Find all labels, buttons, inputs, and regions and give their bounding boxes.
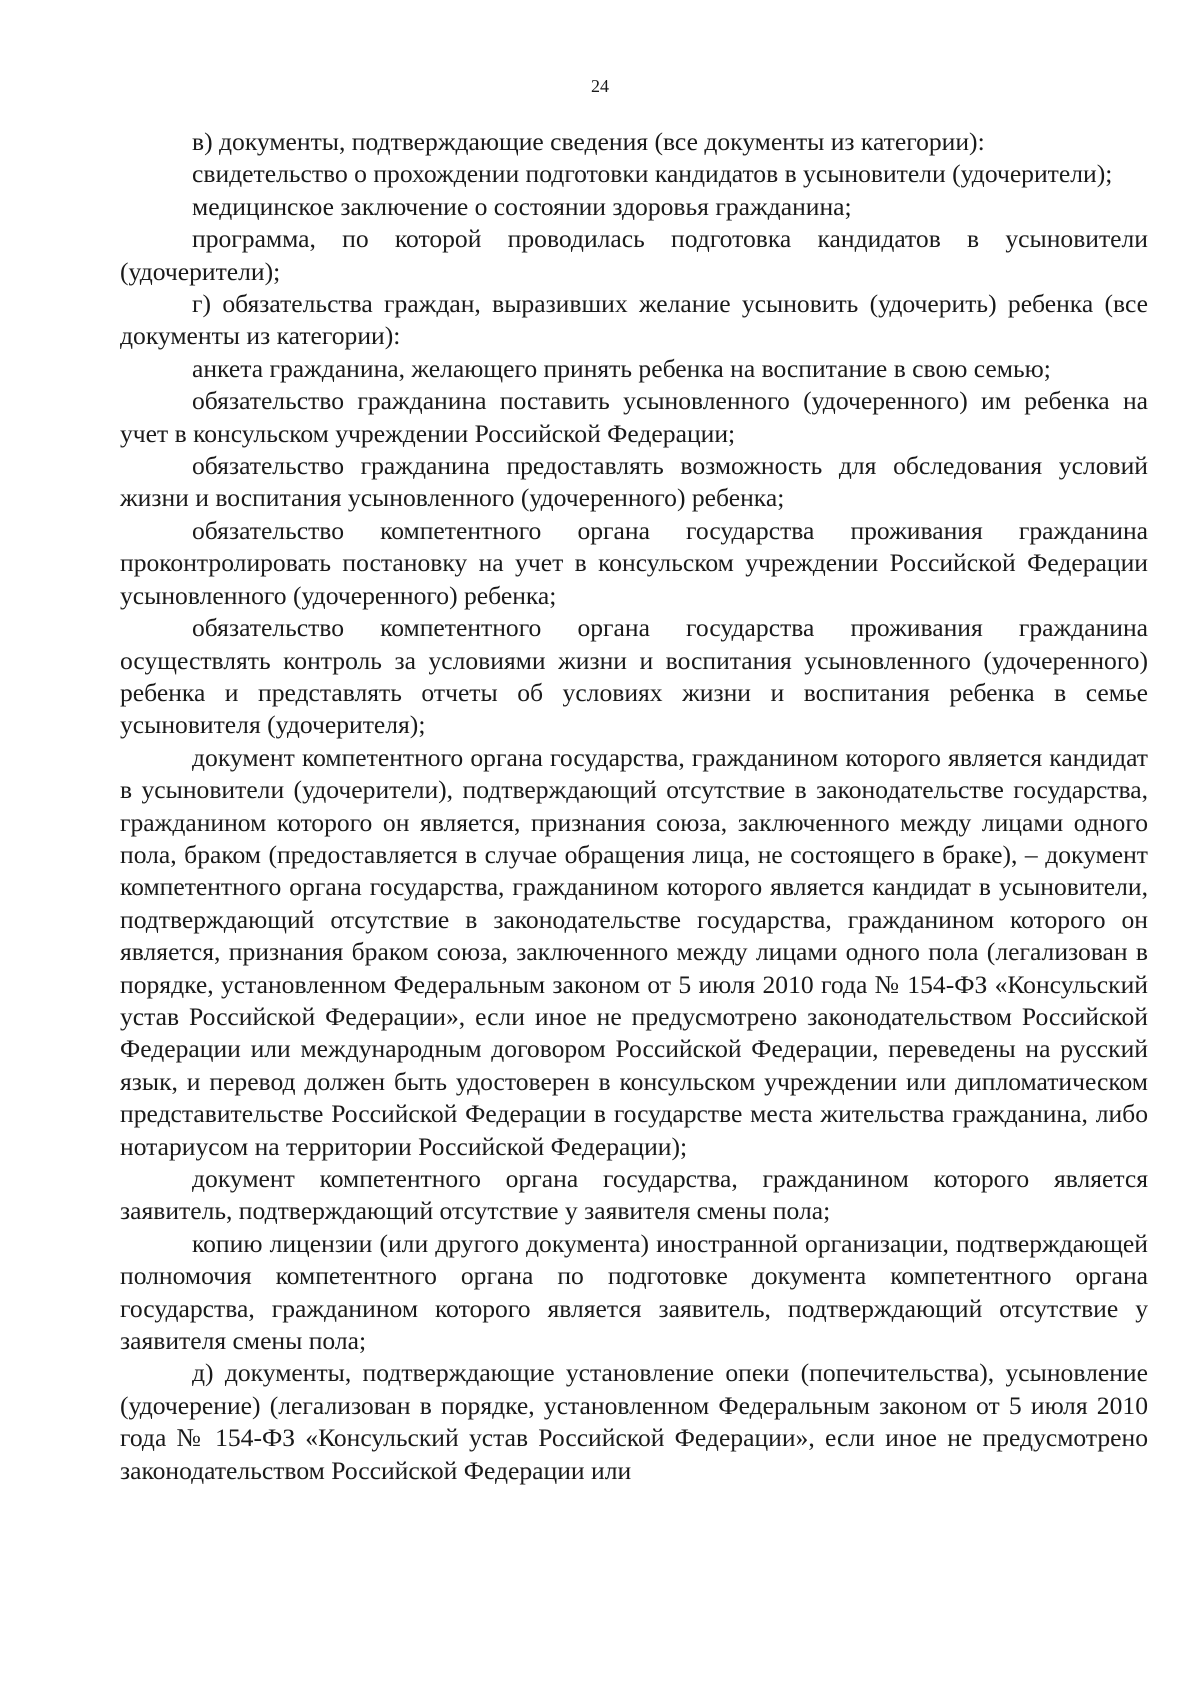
paragraph: г) обязательства граждан, выразивших желание усыновить (удочерить) ребенка (все документы из категории): [120,289,1148,351]
paragraph: программа, по которой проводилась подготовка кандидатов в усыновители (удочерители); [120,224,1148,286]
paragraph: свидетельство о прохождении подготовки кандидатов в усыновители (удочерители); [192,159,1113,189]
paragraph: медицинское заключение о состоянии здоровья гражданина; [192,191,852,221]
page-number: 24 [591,76,609,96]
document-body [120,126,1148,1487]
paragraph: документ компетентного органа государства, гражданином которого является кандидат в усыновители (удочерители), подтверждающий отсутствие в законодательстве государства, гражданином которого он является, признания союза, заключенного между лицами одного пола, браком (предоставляется в случае обращения лица, не состоящего в браке), – документ компетентного органа государства, гражданином которого является кандидат в усыновители, подтверждающий отсутствие в законодательстве государства, гражданином которого он является, признания браком союза, заключенного между лицами одного пола (легализован в порядке, установленном Федеральным законом от 5 июля 2010 года № 154-ФЗ «Консульский устав Российской Федерации», если иное не предусмотрено законодательством Российской Федерации или международным договором Российской Федерации, переведены на русский язык, и перевод должен быть удостоверен в консульском учреждении или дипломатическом представительстве Российской Федерации в государстве места жительства гражданина, либо нотариусом на территории Российской Федерации); [120,742,1148,1161]
paragraph: документ компетентного органа государства, гражданином которого является заявитель, подтверждающий отсутствие у заявителя смены пола; [120,1164,1148,1226]
paragraph: обязательство гражданина поставить усыновленного (удочеренного) им ребенка на учет в консульском учреждении Российской Федерации; [120,386,1148,448]
paragraph: обязательство компетентного органа государства проживания гражданина осуществлять контроль за условиями жизни и воспитания усыновленного (удочеренного) ребенка и представлять отчеты об условиях жизни и воспитания ребенка в семье усыновителя (удочерителя); [120,613,1148,740]
paragraph: д) документы, подтверждающие установление опеки (попечительства), усыновление (удочерение) (легализован в порядке, установленном Федеральным законом от 5 июля 2010 года № 154-ФЗ «Консульский устав Российской Федерации», если иное не предусмотрено законодательством Российской Федерации или [120,1358,1148,1485]
paragraph: обязательство гражданина предоставлять возможность для обследования условий жизни и воспитания усыновленного (удочеренного) ребенка; [120,451,1148,513]
paragraph: копию лицензии (или другого документа) иностранной организации, подтверждающей полномочия компетентного органа по подготовке документа компетентного органа государства, гражданином которого является заявитель, подтверждающий отсутствие у заявителя смены пола; [120,1228,1148,1356]
paragraph: анкета гражданина, желающего принять ребенка на воспитание в свою семью; [192,353,1051,383]
paragraph: в) документы, подтверждающие сведения (все документы из категории): [192,127,985,156]
paragraph: обязательство компетентного органа государства проживания гражданина проконтролировать постановку на учет в консульском учреждении Российской Федерации усыновленного (удочеренного) ребенка; [120,515,1148,610]
